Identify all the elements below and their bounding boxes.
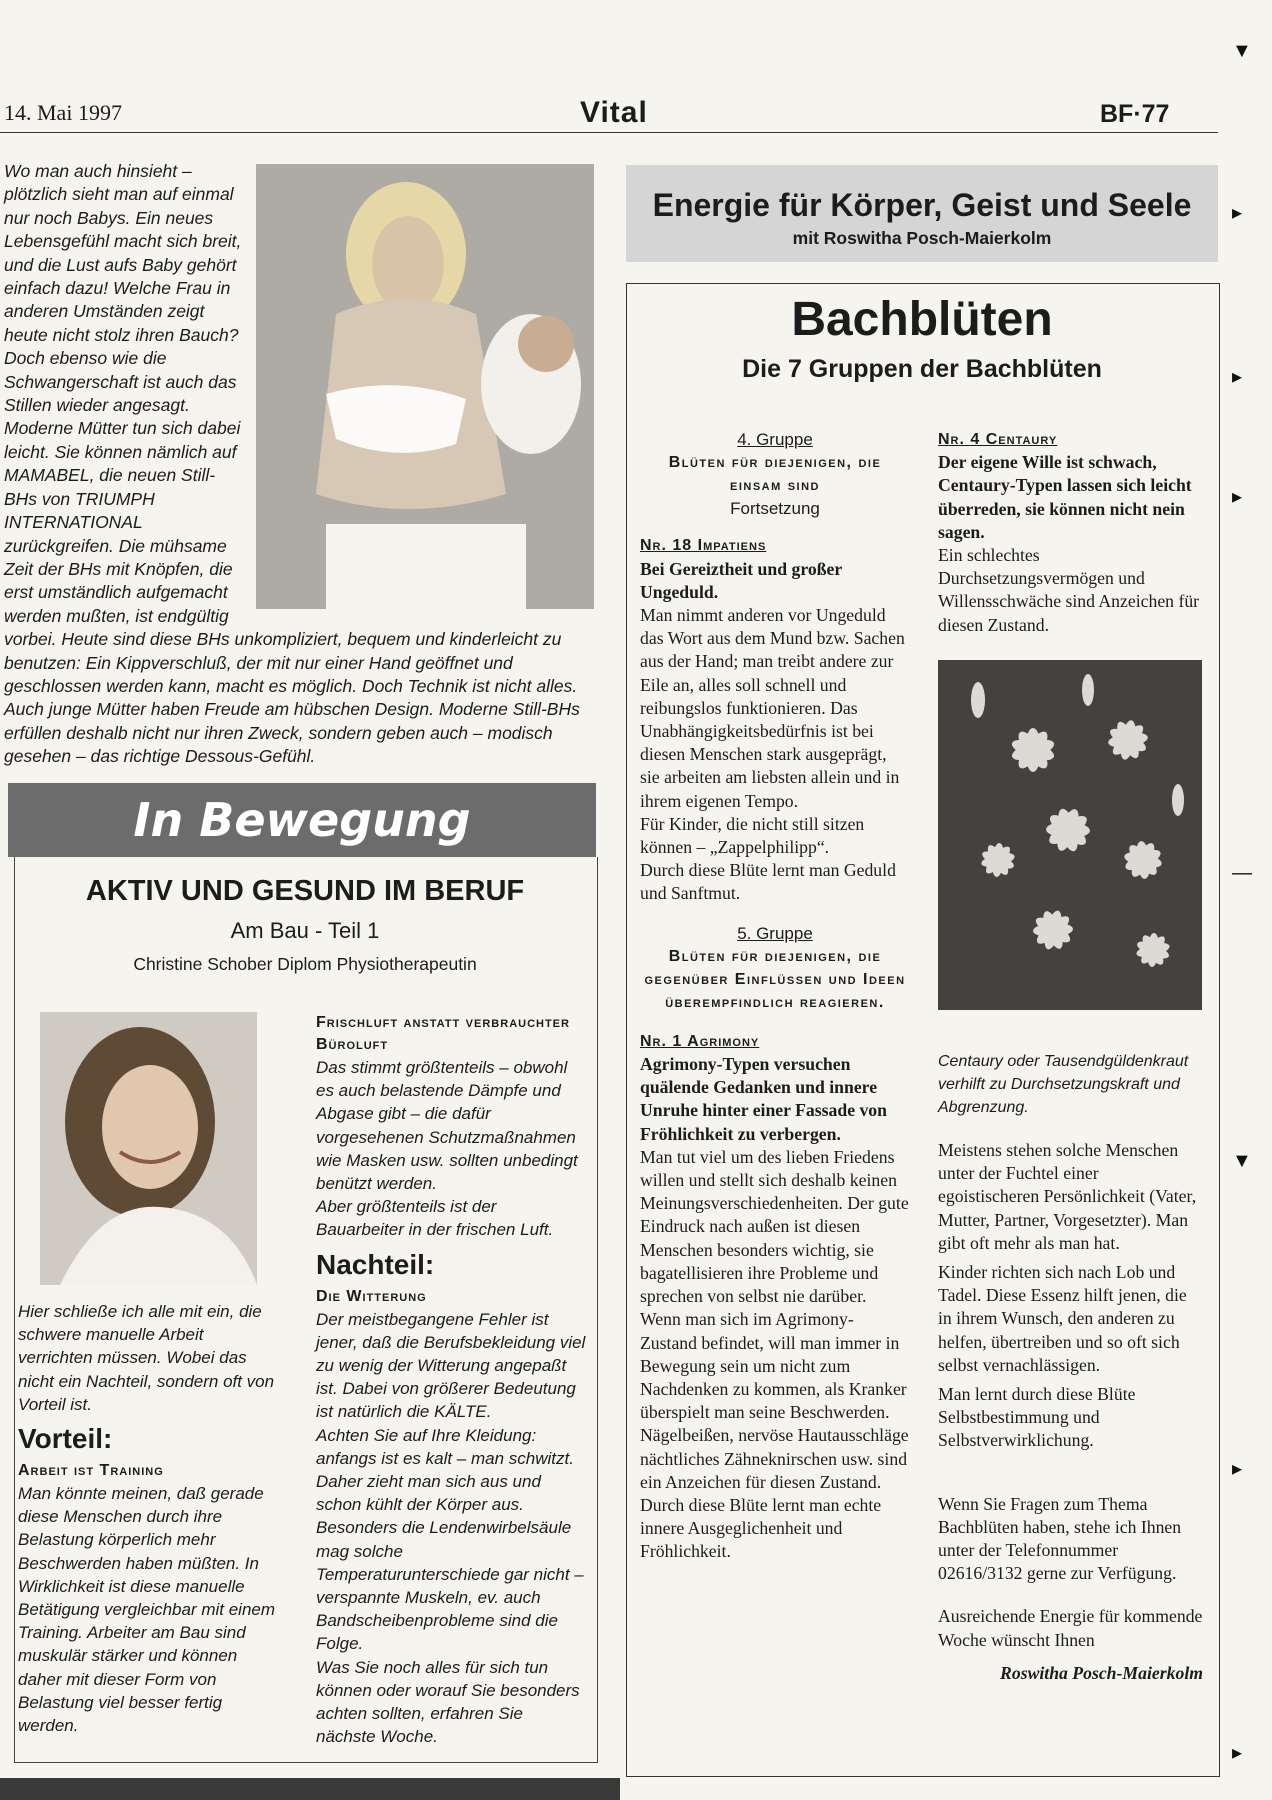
centaury-text-3: Kinder richten sich nach Lob und Tadel. Diese Essenz hilft jenen, die in ihrem Wunsch, den anderen zu helfen, übertreiben und so oft sich selbst vernachlässigen. bbox=[938, 1262, 1187, 1375]
agrimony-text-3: Durch diese Blüte lernt man echte innere Ausgeglichenheit und Fröhlichkeit. bbox=[640, 1494, 882, 1562]
author-signature: Roswitha Posch-Maierkolm bbox=[1000, 1662, 1203, 1683]
agrimony-lead: Agrimony-Typen versuchen quälende Gedanken und innere Unruhe hinter einer Fassade von Fröhlichkeit zu verbergen. bbox=[640, 1054, 887, 1144]
in-bewegung-banner bbox=[8, 783, 596, 857]
centaury-text-2: Meistens stehen solche Menschen unter der Fuchtel einer egoistischeren Persönlichkeit (Vater, Mutter, Partner, Vorgesetzter). Man gibt oft mehr als man hat. bbox=[938, 1140, 1197, 1253]
issue-date: 14. Mai 1997 bbox=[4, 100, 122, 125]
frischluft-text-2: Aber größtenteils ist der Bauarbeiter in der frischen Luft. bbox=[316, 1197, 554, 1240]
margin-mark: — bbox=[1232, 862, 1252, 884]
margin-mark: ▸ bbox=[1232, 1742, 1243, 1764]
margin-mark: ▸ bbox=[1232, 366, 1243, 388]
impatiens-text-2: Für Kinder, die nicht still sitzen können – „Zappelphilipp“. bbox=[640, 813, 865, 858]
bachblueten-subtitle: Die 7 Gruppen der Bachblüten bbox=[742, 355, 1102, 383]
article-headline: AKTIV UND GESUND IM BERUF bbox=[85, 875, 525, 907]
vorteil-heading: Vorteil: bbox=[18, 1423, 113, 1455]
vorteil-text: Man könnte meinen, daß gerade diese Menschen durch ihre Belastung körperlich mehr Beschwerden haben müßten. In Wirklichkeit ist diese manuelle Betätigung vergleichbar mit einem Training. Arbeiter am Bau sind muskulär stärker und können daher mit dieser Form von Belastung viel besser fertig werden. bbox=[18, 1484, 276, 1736]
author-portrait-photo bbox=[40, 1012, 257, 1285]
margin-mark: ▸ bbox=[1232, 1458, 1243, 1480]
centaury-flower-photo bbox=[938, 660, 1202, 1010]
centaury-lead: Der eigene Wille ist schwach, Centaury-Typen lassen sich leicht überreden, sie können nicht nein sagen. bbox=[938, 452, 1192, 542]
centaury-text-4: Man lernt durch diese Blüte Selbstbestimmung und Selbstverwirklichung. bbox=[938, 1384, 1136, 1451]
energie-banner bbox=[626, 165, 1218, 262]
intro-text: Wo man auch hinsieht – plötzlich sieht man auf einmal nur noch Babys. Ein neues Lebensgefühl macht sich breit, und die Lust aufs Baby gehört einfach dazu! Welche Frau in anderen Umständen zeigt heute nicht stolz ihren Bauch? Doch ebenso wie die Schwangerschaft ist auch das Stillen wieder angesagt. Moderne Mütter tun sich dabei leicht. Sie können nämlich auf MAMABEL, die neuen Still-BHs von TRIUMPH INTERNATIONAL zurückgreifen. Die mühsame Zeit der BHs mit Knöpfen, die erst umständlich aufgemacht werden mußten, ist endgültig vorbei. Heute sind diese BHs unkompliziert, bequem und kinderleicht zu benutzen: Ein Kippverschluß, der mit nur einer Hand geöffnet und geschlossen werden kann, macht es möglich. Doch Technik ist nicht alles. Auch junge Mütter haben Freude am hübschen Design. Moderne Still-BHs erfüllen deshalb nicht nur ihren Zweck, sondern geben auch – modisch gesehen – das richtige Dessous-Gefühl. bbox=[4, 161, 580, 767]
impatiens-heading: Nr. 18 Impatiens bbox=[640, 537, 767, 555]
bach-left-column bbox=[640, 428, 910, 1564]
impatiens-lead: Bei Gereiztheit und großer Ungeduld. bbox=[640, 558, 842, 602]
margin-mark: ▸ bbox=[1232, 486, 1243, 508]
group-5 bbox=[640, 922, 910, 1014]
section-title: Vital bbox=[580, 96, 648, 129]
group-4-title: Blüten für diejenigen, die einsam sind bbox=[668, 454, 882, 495]
bachblueten-title: Bachblüten bbox=[791, 293, 1053, 346]
nachteil-text: Der meistbegangene Fehler ist jener, daß die Berufsbekleidung viel zu wenig der Witterung angepaßt ist. Dabei von größerer Bedeutung ist natürlich die KÄLTE. bbox=[316, 1309, 586, 1422]
margin-mark: ▼ bbox=[1232, 1150, 1252, 1172]
impatiens-text-3: Durch diese Blüte lernt man Geduld und Sanftmut. bbox=[640, 860, 896, 904]
contact-text: Wenn Sie Fragen zum Thema Bachblüten haben, stehe ich Ihnen unter der Telefonnummer 02616/3132 gerne zur Verfügung. bbox=[938, 1493, 1182, 1584]
intro-article bbox=[4, 160, 594, 798]
centaury-text: Ein schlechtes Durchsetzungsvermögen und Willensschwäche sind Anzeichen für diesen Zustand. bbox=[938, 545, 1200, 635]
article-author: Christine Schober Diplom Physiotherapeutin bbox=[133, 954, 477, 974]
energie-subtitle: mit Roswitha Posch-Maierkolm bbox=[792, 228, 1052, 248]
bottom-edge-bar bbox=[0, 1778, 620, 1800]
article-right-column bbox=[316, 1012, 586, 1748]
article-left-column bbox=[18, 1300, 280, 1737]
agrimony-heading: Nr. 1 Agrimony bbox=[640, 1032, 760, 1050]
nachteil-heading: Nachteil: bbox=[316, 1248, 435, 1280]
left-intro-text: Hier schließe ich alle mit ein, die schwere manuelle Arbeit verrichten müssen. Wobei das nicht ein Nachteil, sondern oft von Vorteil ist. bbox=[18, 1302, 275, 1414]
nachteil-text-3: Was Sie noch alles für sich tun können oder worauf Sie besonders achten sollten, erfahren Sie nächste Woche. bbox=[316, 1657, 580, 1747]
flower-caption: Centaury oder Tausendgüldenkraut verhilft zu Durchsetzungskraft und Abgrenzung. bbox=[938, 1053, 1189, 1116]
bach-right-column-lower bbox=[938, 1050, 1203, 1685]
margin-mark: ▼ bbox=[1232, 40, 1252, 62]
group-5-label: 5. Gruppe bbox=[737, 923, 813, 943]
group-4-subtitle: Fortsetzung bbox=[730, 499, 820, 519]
page-number: BF·77 bbox=[1100, 100, 1170, 128]
in-bewegung-title: In Bewegung bbox=[133, 793, 471, 847]
vorteil-subheading: Arbeit ist Training bbox=[18, 1462, 164, 1480]
frischluft-subheading: Frischluft anstatt verbrauchter Büroluft bbox=[316, 1014, 570, 1053]
impatiens-text: Man nimmt anderen vor Ungeduld das Wort aus dem Mund bzw. Sachen aus der Hand; man treibt andere zur Eile an, alles soll schnell und reibungslos funktionieren. Das Unabhängigkeitsbedürfnis ist bei diesen Menschen stark ausgeprägt, sie arbeiten am liebsten allein und in ihrem eigenen Tempo. bbox=[640, 605, 905, 811]
nachteil-text-2: Achten Sie auf Ihre Kleidung: anfangs ist es kalt – man schwitzt. Daher zieht man sich aus und schon kühlt der Körper aus. Besonders die Lendenwirbelsäule mag solche Temperaturunterschiede gar nicht – verspannte Muskeln, ev. auch Bandscheibenprobleme sind die Folge. bbox=[316, 1425, 584, 1654]
article-subheadline: Am Bau - Teil 1 bbox=[230, 918, 380, 943]
frischluft-text: Das stimmt größtenteils – obwohl es auch belastende Dämpfe und Abgase gibt – die dafür vorgesehenen Schutzmaßnahmen wie Masken usw. sollten unbedingt benützt werden. bbox=[316, 1058, 578, 1194]
group-4 bbox=[640, 428, 910, 520]
agrimony-text-2: Wenn man sich im Agrimony-Zustand befindet, will man immer in Bewegung sein um nicht zum Nachdenken zu kommen, als Kranker überspielt man seine Beschwerden. Nägelbeißen, nervöse Hautausschläge nächtliches Zähneknirschen usw. sind ein Anzeichen für diesen Zustand. bbox=[640, 1309, 909, 1492]
closing-text: Ausreichende Energie für kommende Woche wünscht Ihnen bbox=[938, 1606, 1203, 1650]
header-rule bbox=[0, 132, 1218, 133]
bach-right-column bbox=[938, 428, 1203, 637]
mother-baby-photo bbox=[256, 164, 594, 609]
agrimony-text: Man tut viel um des lieben Friedens willen und stellt sich deshalb keinen Meinungsverschiedenheiten. Der gute Eindruck nach außen ist diesen Menschen besonders wichtig, sie bagatellisieren ihre Probleme und sprechen von selbst nie darüber. bbox=[640, 1146, 909, 1307]
energie-title: Energie für Körper, Geist und Seele bbox=[652, 187, 1192, 223]
centaury-heading: Nr. 4 Centaury bbox=[938, 431, 1058, 448]
margin-mark: ▸ bbox=[1232, 202, 1243, 224]
group-4-label: 4. Gruppe bbox=[737, 430, 813, 449]
nachteil-subheading: Die Witterung bbox=[316, 1287, 427, 1305]
group-5-title: Blüten für diejenigen, die gegenüber Einflüssen und Ideen überempfindlich reagieren. bbox=[644, 947, 906, 1011]
